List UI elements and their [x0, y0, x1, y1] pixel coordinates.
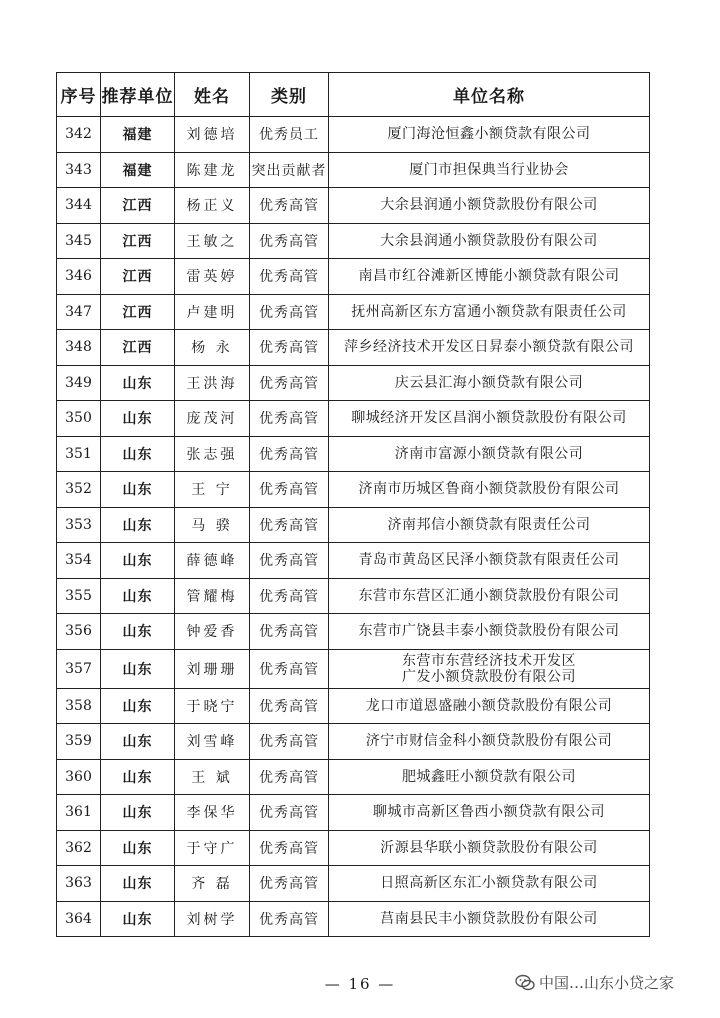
serial-number-cell: 348	[57, 330, 101, 366]
table-row	[57, 795, 650, 831]
recommending-unit-cell: 山东	[101, 688, 175, 724]
header-serial-number: 序号	[57, 73, 101, 117]
category-cell: 优秀高管	[250, 614, 329, 650]
organization-cell: 东营市广饶县丰泰小额贷款股份有限公司	[329, 614, 650, 650]
recommending-unit-cell: 山东	[101, 830, 175, 866]
name-cell: 庞茂河	[175, 401, 250, 437]
recommending-unit-cell: 山东	[101, 795, 175, 831]
recommending-unit-cell: 福建	[101, 152, 175, 188]
recommending-unit-cell: 江西	[101, 188, 175, 224]
category-cell: 突出贡献者	[250, 152, 329, 188]
table-header-row	[57, 73, 650, 117]
organization-cell: 济南市历城区鲁商小额贷款股份有限公司	[329, 472, 650, 508]
table-row	[57, 614, 650, 650]
recommending-unit-cell: 江西	[101, 259, 175, 295]
table-row	[57, 259, 650, 295]
recommending-unit-cell: 山东	[101, 401, 175, 437]
category-cell: 优秀高管	[250, 901, 329, 937]
organization-cell: 聊城经济开发区昌润小额贷款股份有限公司	[329, 401, 650, 437]
organization-cell: 青岛市黄岛区民泽小额贷款有限责任公司	[329, 543, 650, 579]
serial-number-cell: 349	[57, 365, 101, 401]
serial-number-cell: 351	[57, 436, 101, 472]
serial-number-cell: 364	[57, 901, 101, 937]
name-cell: 卢建明	[175, 294, 250, 330]
table-row	[57, 117, 650, 153]
recommending-unit-cell: 山东	[101, 866, 175, 902]
organization-cell: 济南邦信小额贷款有限责任公司	[329, 507, 650, 543]
category-cell: 优秀高管	[250, 472, 329, 508]
serial-number-cell: 354	[57, 543, 101, 579]
category-cell: 优秀高管	[250, 259, 329, 295]
organization-cell: 厦门海沧恒鑫小额贷款有限公司	[329, 117, 650, 153]
category-cell: 优秀高管	[250, 688, 329, 724]
category-cell: 优秀高管	[250, 507, 329, 543]
name-cell: 王 斌	[175, 759, 250, 795]
organization-cell: 大余县润通小额贷款股份有限公司	[329, 188, 650, 224]
serial-number-cell: 343	[57, 152, 101, 188]
table-row	[57, 152, 650, 188]
organization-cell: 龙口市道恩盛融小额贷款股份有限公司	[329, 688, 650, 724]
name-cell: 王 宁	[175, 472, 250, 508]
name-cell: 陈建龙	[175, 152, 250, 188]
header-category: 类别	[250, 73, 329, 117]
category-cell: 优秀高管	[250, 649, 329, 688]
recommending-unit-cell: 江西	[101, 223, 175, 259]
organization-cell: 肥城鑫旺小额贷款有限公司	[329, 759, 650, 795]
serial-number-cell: 345	[57, 223, 101, 259]
table-row	[57, 543, 650, 579]
name-cell: 杨正义	[175, 188, 250, 224]
name-cell: 于晓宁	[175, 688, 250, 724]
organization-cell: 萍乡经济技术开发区日昇泰小额贷款有限公司	[329, 330, 650, 366]
recommending-unit-cell: 福建	[101, 117, 175, 153]
serial-number-cell: 353	[57, 507, 101, 543]
organization-cell: 聊城市高新区鲁西小额贷款有限公司	[329, 795, 650, 831]
recommending-unit-cell: 山东	[101, 614, 175, 650]
category-cell: 优秀高管	[250, 223, 329, 259]
organization-cell: 东营市东营区汇通小额贷款股份有限公司	[329, 578, 650, 614]
serial-number-cell: 359	[57, 724, 101, 760]
table-row	[57, 401, 650, 437]
table-row	[57, 223, 650, 259]
serial-number-cell: 346	[57, 259, 101, 295]
serial-number-cell: 358	[57, 688, 101, 724]
organization-cell: 济宁市财信金科小额贷款股份有限公司	[329, 724, 650, 760]
name-cell: 管耀梅	[175, 578, 250, 614]
name-cell: 钟爱香	[175, 614, 250, 650]
table-row	[57, 830, 650, 866]
name-cell: 王敏之	[175, 223, 250, 259]
category-cell: 优秀高管	[250, 543, 329, 579]
serial-number-cell: 352	[57, 472, 101, 508]
recommending-unit-cell: 山东	[101, 472, 175, 508]
category-cell: 优秀高管	[250, 330, 329, 366]
serial-number-cell: 347	[57, 294, 101, 330]
recommending-unit-cell: 山东	[101, 507, 175, 543]
name-cell: 刘雪峰	[175, 724, 250, 760]
table-row	[57, 188, 650, 224]
name-cell: 刘珊珊	[175, 649, 250, 688]
recommending-unit-cell: 山东	[101, 365, 175, 401]
recommending-unit-cell: 山东	[101, 578, 175, 614]
recommending-unit-cell: 江西	[101, 330, 175, 366]
recommending-unit-cell: 山东	[101, 759, 175, 795]
name-cell: 王洪海	[175, 365, 250, 401]
category-cell: 优秀高管	[250, 401, 329, 437]
recommending-unit-cell: 山东	[101, 901, 175, 937]
name-cell: 薛德峰	[175, 543, 250, 579]
recommending-unit-cell: 山东	[101, 436, 175, 472]
organization-cell: 南昌市红谷滩新区博能小额贷款有限公司	[329, 259, 650, 295]
table-row	[57, 294, 650, 330]
serial-number-cell: 344	[57, 188, 101, 224]
name-cell: 刘德培	[175, 117, 250, 153]
name-cell: 齐 磊	[175, 866, 250, 902]
category-cell: 优秀高管	[250, 830, 329, 866]
table-row	[57, 649, 650, 688]
table-row	[57, 507, 650, 543]
name-cell: 李保华	[175, 795, 250, 831]
table-row	[57, 901, 650, 937]
organization-cell: 莒南县民丰小额贷款股份有限公司	[329, 901, 650, 937]
category-cell: 优秀员工	[250, 117, 329, 153]
organization-cell: 厦门市担保典当行业协会	[329, 152, 650, 188]
watermark-text: 中国…山东小贷之家	[539, 974, 675, 992]
table-body	[57, 117, 650, 937]
table-row	[57, 866, 650, 902]
category-cell: 优秀高管	[250, 578, 329, 614]
serial-number-cell: 356	[57, 614, 101, 650]
serial-number-cell: 363	[57, 866, 101, 902]
category-cell: 优秀高管	[250, 724, 329, 760]
serial-number-cell: 361	[57, 795, 101, 831]
award-roster-table	[56, 72, 650, 937]
header-name: 姓名	[175, 73, 250, 117]
source-watermark	[515, 972, 674, 993]
table-row	[57, 472, 650, 508]
recommending-unit-cell: 山东	[101, 543, 175, 579]
category-cell: 优秀高管	[250, 365, 329, 401]
category-cell: 优秀高管	[250, 795, 329, 831]
category-cell: 优秀高管	[250, 436, 329, 472]
category-cell: 优秀高管	[250, 188, 329, 224]
table-row	[57, 365, 650, 401]
recommending-unit-cell: 山东	[101, 724, 175, 760]
recommending-unit-cell: 江西	[101, 294, 175, 330]
organization-cell: 沂源县华联小额贷款股份有限公司	[329, 830, 650, 866]
header-recommending-unit: 推荐单位	[101, 73, 175, 117]
name-cell: 于守广	[175, 830, 250, 866]
table-row	[57, 330, 650, 366]
organization-cell: 东营市东营经济技术开发区 广发小额贷款股份有限公司	[329, 649, 650, 688]
organization-cell: 抚州高新区东方富通小额贷款有限责任公司	[329, 294, 650, 330]
serial-number-cell: 355	[57, 578, 101, 614]
serial-number-cell: 350	[57, 401, 101, 437]
serial-number-cell: 342	[57, 117, 101, 153]
header-organization: 单位名称	[329, 73, 650, 117]
organization-cell: 庆云县汇海小额贷款有限公司	[329, 365, 650, 401]
serial-number-cell: 357	[57, 649, 101, 688]
organization-cell: 济南市富源小额贷款有限公司	[329, 436, 650, 472]
serial-number-cell: 360	[57, 759, 101, 795]
wechat-icon	[515, 974, 535, 992]
name-cell: 张志强	[175, 436, 250, 472]
table-row	[57, 688, 650, 724]
table-row	[57, 724, 650, 760]
name-cell: 刘树学	[175, 901, 250, 937]
organization-cell: 日照高新区东汇小额贷款有限公司	[329, 866, 650, 902]
table-row	[57, 578, 650, 614]
organization-cell: 大余县润通小额贷款股份有限公司	[329, 223, 650, 259]
category-cell: 优秀高管	[250, 759, 329, 795]
table-row	[57, 436, 650, 472]
name-cell: 雷英婷	[175, 259, 250, 295]
recommending-unit-cell: 山东	[101, 649, 175, 688]
page-number: — 16 —	[324, 975, 396, 993]
category-cell: 优秀高管	[250, 294, 329, 330]
category-cell: 优秀高管	[250, 866, 329, 902]
table-row	[57, 759, 650, 795]
name-cell: 杨 永	[175, 330, 250, 366]
serial-number-cell: 362	[57, 830, 101, 866]
name-cell: 马 骙	[175, 507, 250, 543]
